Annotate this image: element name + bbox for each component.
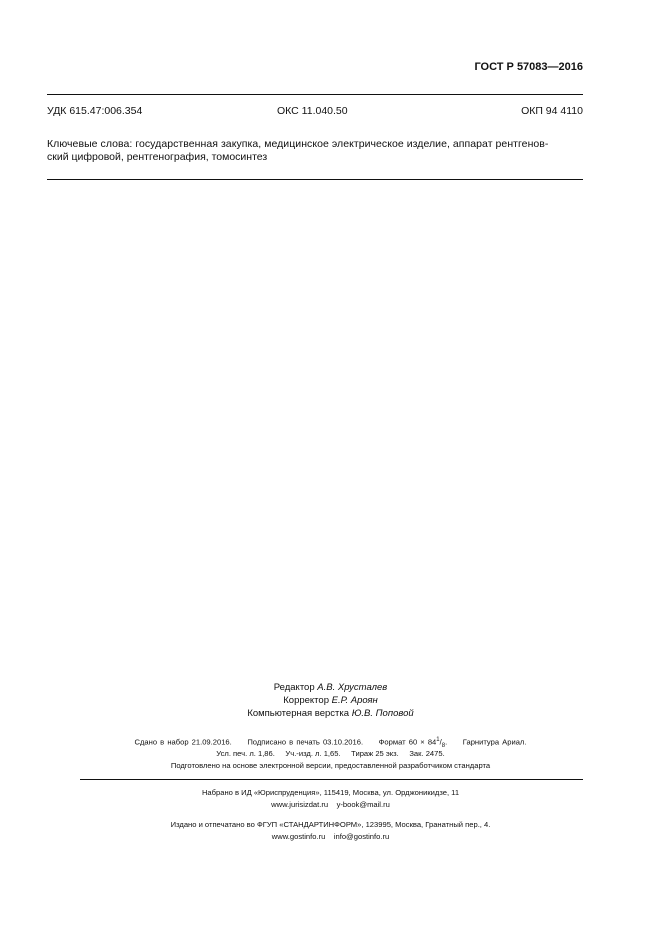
publisher-site: www.gostinfo.ru xyxy=(271,832,326,841)
oks-code: ОКС 11.040.50 xyxy=(277,105,348,117)
okp-code: ОКП 94 4110 xyxy=(521,105,583,117)
format-fraction-den: 8 xyxy=(441,743,446,750)
credit-name: Ю.В. Поповой xyxy=(351,708,414,719)
divider xyxy=(47,179,583,180)
credit-role: Редактор xyxy=(273,682,315,693)
typeset-contacts xyxy=(0,800,661,809)
publisher-email: info@gostinfo.ru xyxy=(333,832,390,841)
udk-code: УДК 615.47:006.354 xyxy=(47,105,143,117)
typeset-line: Набрано в ИД «Юриспруденция», 115419, Москва, ул. Орджоникидзе, 11 xyxy=(201,788,460,797)
format-fraction-num: 1 xyxy=(436,737,440,743)
credit-layout xyxy=(0,708,661,719)
signed-date: Подписано в печать 03.10.2016. xyxy=(247,737,364,747)
typeset-email: y-book@mail.ru xyxy=(336,800,390,809)
standard-code: ГОСТ Р 57083—2016 xyxy=(474,61,583,73)
publisher-sheets: Уч.-изд. л. 1,65. xyxy=(285,749,341,758)
publisher-contacts xyxy=(0,832,661,841)
credit-name: Е.Р. Ароян xyxy=(331,695,378,706)
typeset-site: www.jurisizdat.ru xyxy=(271,800,329,809)
keywords-line-1: Ключевые слова: государственная закупка, медицинское электрическое изделие, аппарат рентгенов- xyxy=(47,138,549,150)
credit-name: А.В. Хрусталев xyxy=(317,682,388,693)
imprint-line-2 xyxy=(0,749,661,758)
typeface: Гарнитура Ариал. xyxy=(462,737,527,747)
print-run: Тираж 25 экз. xyxy=(351,749,399,758)
format: Формат 60 × 84 xyxy=(378,737,437,747)
credit-role: Компьютерная верстка xyxy=(247,708,350,719)
credit-corrector xyxy=(0,695,661,706)
keywords-line-2: ский цифровой, рентгенография, томосинтез xyxy=(47,151,268,163)
format-end: . xyxy=(445,737,448,747)
imprint-line-1: Сдано в набор 21.09.2016. Подписано в печать 03.10.2016. Формат $60 \times 84^1/_8$. Гарнитура Ариал. xyxy=(134,737,527,750)
order-number: Зак. 2475. xyxy=(409,749,445,758)
submitted-date: Сдано в набор 21.09.2016. xyxy=(134,737,232,747)
credit-role: Корректор xyxy=(283,695,329,706)
print-sheets: Усл. печ. л. 1,86. xyxy=(216,749,275,758)
credit-editor xyxy=(0,682,661,693)
divider xyxy=(47,94,583,95)
publisher-line: Издано и отпечатано во ФГУП «СТАНДАРТИНФОРМ», 123995, Москва, Гранатный пер., 4. xyxy=(170,820,491,829)
imprint-line-3: Подготовлено на основе электронной версии, предоставленной разработчиком стандарта xyxy=(170,761,491,770)
divider xyxy=(80,779,583,780)
